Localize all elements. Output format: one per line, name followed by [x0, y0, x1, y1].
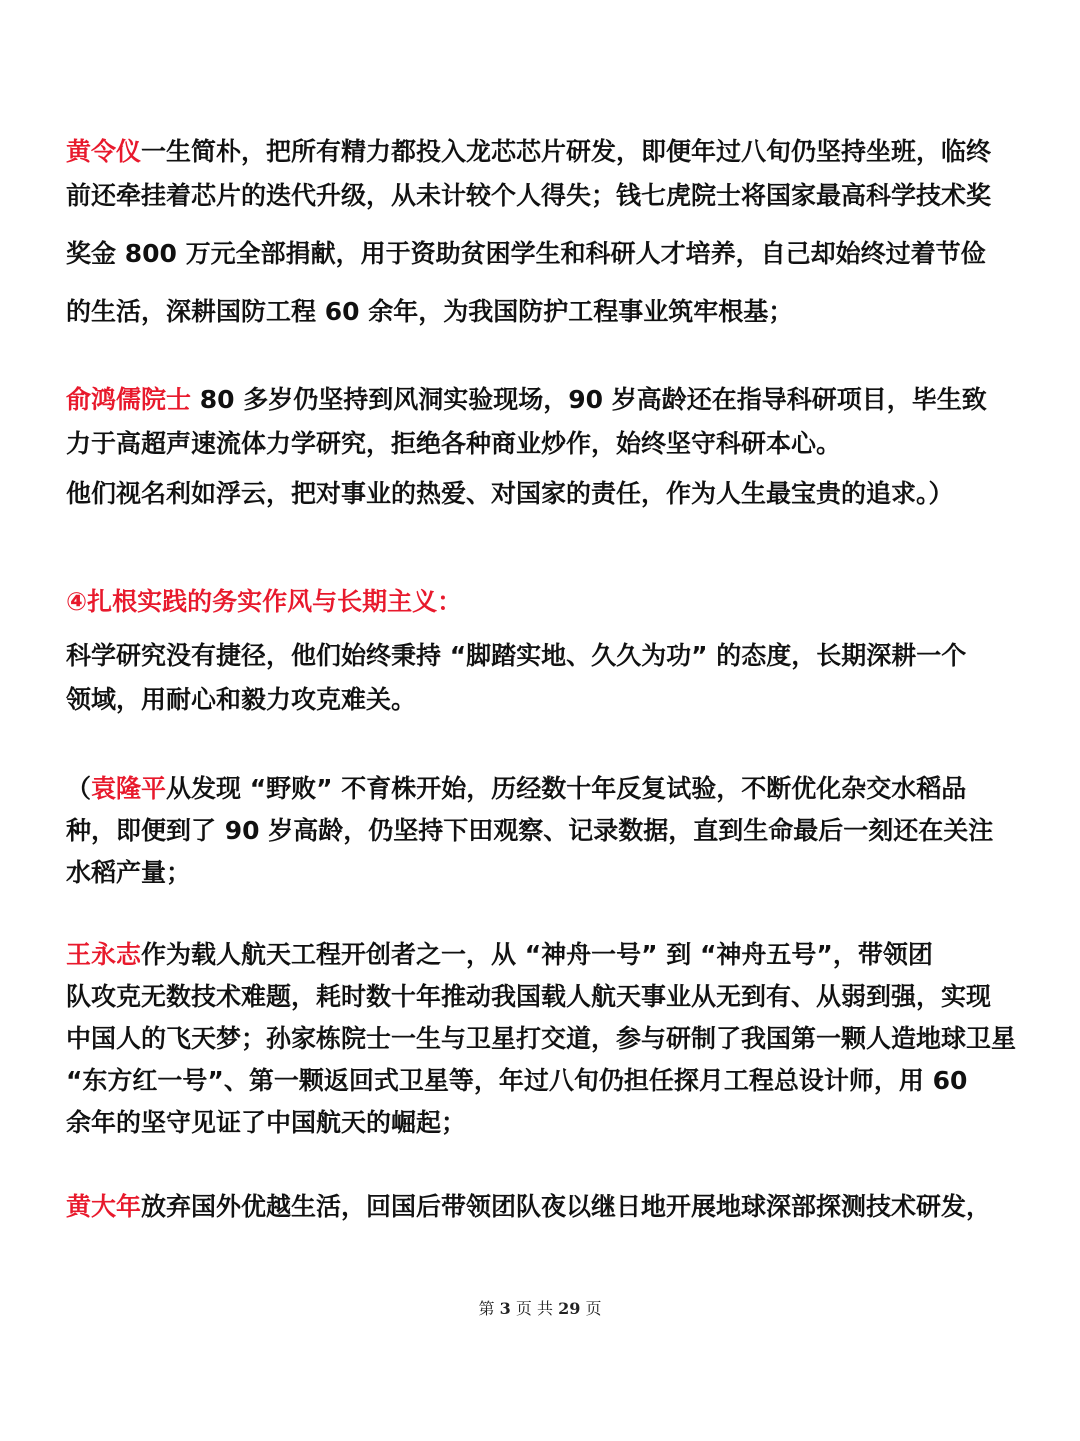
text-line: 中国人的飞天梦；孙家栋院士一生与卫星打交道，参与研制了我国第一颗人造地球卫星 [66, 1024, 1017, 1053]
text-line: 领域，用耐心和毅力攻克难关。 [66, 685, 417, 714]
text-line: 力于高超声速流体力学研究，拒绝各种商业炒作，始终坚守科研本心。 [66, 429, 842, 458]
text-segment: 放弃国外优越生活，回国后带领团队夜以继日地开展地球深部探测技术研发， [141, 1192, 992, 1221]
paragraph-huang-lingyi [66, 124, 1026, 348]
section-heading: ④扎根实践的务实作风与长期主义： [66, 587, 463, 616]
text-segment: 一生简朴，把所有精力都投入龙芯芯片研发，即便年过八旬仍坚持坐班，临终 [141, 137, 992, 166]
footer-prefix: 第 [478, 1299, 495, 1318]
highlighted-name: 俞鸿儒院士 [66, 385, 192, 414]
text-line: 他们视名利如浮云，把对事业的热爱、对国家的责任，作为人生最宝贵的追求。） [66, 479, 954, 508]
highlighted-name: 黄令仪 [66, 137, 142, 166]
text-segment: 作为载人航天工程开创者之一，从 “神舟一号” 到 “神舟五号”，带领团 [141, 940, 933, 969]
text-segment: 从发现 “野败” 不育株开始，历经数十年反复试验，不断优化杂交水稻品 [166, 774, 967, 803]
text-line [66, 378, 1026, 422]
highlighted-name: 黄大年 [66, 1192, 142, 1221]
text-line [66, 934, 1026, 976]
text-line: 的生活，深耕国防工程 60 余年，为我国防护工程事业筑牢根基； [66, 297, 794, 326]
section-heading-4 [66, 582, 1026, 622]
paragraph-practice [66, 634, 1026, 722]
text-line: 科学研究没有捷径，他们始终秉持 “脚踏实地、久久为功” 的态度，长期深耕一个 [66, 641, 967, 670]
page-number-footer [0, 1296, 1080, 1319]
highlighted-name: 袁隆平 [91, 774, 167, 803]
paragraph-wang-yongzhi [66, 934, 1026, 1144]
total-page-number: 29 [558, 1299, 581, 1318]
text-line: 奖金 800 万元全部捐献，用于资助贫困学生和科研人才培养，自己却始终过着节俭 [66, 239, 986, 268]
paragraph-yuan-longping [66, 768, 1026, 894]
current-page-number: 3 [499, 1299, 511, 1318]
footer-middle: 页 共 [515, 1299, 553, 1318]
text-line: 前还牵挂着芯片的迭代升级，从未计较个人得失；钱七虎院士将国家最高科学技术奖 [66, 181, 992, 210]
open-paren: （ [66, 774, 92, 803]
text-line: 水稻产量； [66, 858, 192, 887]
highlighted-name: 王永志 [66, 940, 142, 969]
text-line: “东方红一号”、第一颗返回式卫星等，年过八旬仍担任探月工程总设计师，用 60 [66, 1066, 968, 1095]
text-line: 队攻克无数技术难题，耗时数十年推动我国载人航天事业从无到有、从弱到强，实现 [66, 982, 992, 1011]
text-line [66, 1186, 1026, 1228]
text-line: 余年的坚守见证了中国航天的崛起； [66, 1108, 467, 1137]
paragraph-huang-danian [66, 1186, 1026, 1228]
text-segment: 80 多岁仍坚持到风洞实验现场，90 岁高龄还在指导科研项目，毕生致 [191, 385, 987, 414]
footer-suffix: 页 [585, 1299, 602, 1318]
text-line: 种，即便到了 90 岁高龄，仍坚持下田观察、记录数据，直到生命最后一刻还在关注 [66, 816, 994, 845]
paragraph-yu-hongru [66, 378, 1026, 510]
text-line [66, 768, 1026, 810]
